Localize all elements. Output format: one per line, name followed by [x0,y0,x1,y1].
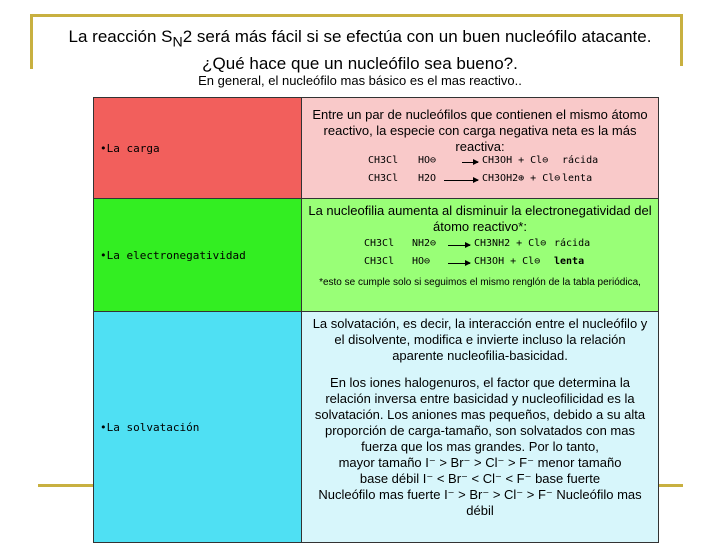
solvat-text-2: En los iones halogenuros, el factor que determina la relación inversa entre basicidad y nucleofilicidad es la solvatación. Los aniones mas pequeños, debido a su alta proporción de carga-tamaño, son solvatados con mas fuerza que los mas grandes. Por lo tanto, [314,375,646,454]
solvat-text-1: La solvatación, es decir, la interacción entre el nucleófilo y el disolvente, modifica e invierte incluso la relación aparente nucleofilia-basicidad. [312,316,648,363]
content-carga [302,98,659,199]
label-solvatacion: •La solvatación [94,312,302,543]
label-electronegatividad: •La electronegatividad [94,199,302,312]
table-row-carga [94,98,659,199]
slide-subtitle: En general, el nucleófilo mas básico es el mas reactivo.. [198,73,522,88]
frame-left-line [30,14,33,69]
solvat-nucleophile-series: Nucleófilo mas fuerte I⁻ > Br⁻ > Cl⁻ > F⁻ Nucleófilo mas débil [318,487,642,518]
reaction-arrow [444,180,478,181]
table-row-solvatacion [94,312,659,543]
label-carga: •La carga [94,98,302,199]
frame-top-line [30,14,680,17]
slide-title: La reacción $S_N2$ será más fácil si se efectúa con un buen nucleófilo atacante. ¿Qué hace que un nucleófilo sea bueno?. [68,27,652,74]
electroneg-note: *esto se cumple solo si seguimos el mismo renglón de la tabla periódica, [319,277,641,288]
electroneg-equation-1: CH3Cl NH2⊖ CH3NH2 + Cl⊖ rácida [364,238,591,249]
electroneg-text: La nucleofilia aumenta al disminuir la electronegatividad del átomo reactivo*: [308,203,652,234]
reaction-arrow [448,263,470,264]
content-electronegatividad [302,199,659,312]
solvat-size-series: mayor tamaño I⁻ > Br⁻ > Cl⁻ > F⁻ menor tamaño [338,455,622,470]
electroneg-equation-2: CH3Cl HO⊖ CH3OH + Cl⊖ lenta [364,256,585,267]
table-row-electronegatividad [94,199,659,312]
content-solvatacion [302,312,659,543]
carga-text: Entre un par de nucleófilos que contienen el mismo átomo reactivo, la especie con carga negativa neta es la más reactiva: [312,107,648,154]
carga-equation-1: CH3Cl HO⊖ CH3OH + Cl⊖ rácida [368,155,599,166]
carga-equation-2: CH3Cl H2O CH3OH2⊕ + Cl⊖ lenta [368,173,593,184]
solvat-base-series: base débil I⁻ < Br⁻ < Cl⁻ < F⁻ base fuerte [359,471,601,486]
comparison-table [93,97,659,543]
reaction-arrow [462,162,478,163]
reaction-arrow [448,245,470,246]
frame-right-line [680,14,683,66]
